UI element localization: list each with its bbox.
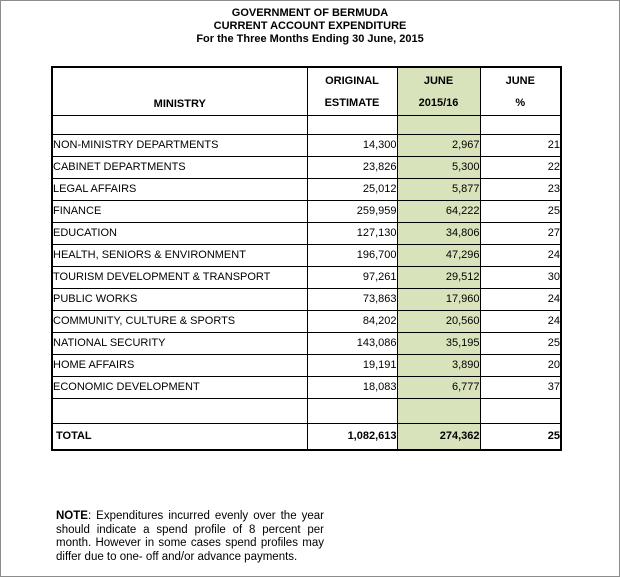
total-row: [52, 423, 561, 450]
table-row: [52, 332, 561, 354]
june-percent-cell: 25: [480, 332, 561, 354]
spacer-cell: [52, 115, 307, 134]
spacer-cell: [480, 115, 561, 134]
table-row: [52, 266, 561, 288]
spacer-row-bottom: [52, 398, 561, 423]
ministry-cell: LEGAL AFFAIRS: [52, 178, 307, 200]
table-row: [52, 134, 561, 156]
june-percent-cell: 25: [480, 200, 561, 222]
june-percent-cell: 27: [480, 222, 561, 244]
original-estimate-cell: 259,959: [307, 200, 397, 222]
document-title: [1, 7, 619, 46]
original-estimate-cell: 196,700: [307, 244, 397, 266]
original-estimate-cell: 23,826: [307, 156, 397, 178]
spacer-cell: [397, 398, 480, 423]
table-row: [52, 222, 561, 244]
col-header-ministry-label: MINISTRY: [153, 97, 206, 110]
total-june-percent-cell: 25: [480, 423, 561, 450]
spacer-cell: [307, 398, 397, 423]
original-estimate-cell: 84,202: [307, 310, 397, 332]
ministry-cell: NATIONAL SECURITY: [52, 332, 307, 354]
original-estimate-cell: 127,130: [307, 222, 397, 244]
ministry-cell: FINANCE: [52, 200, 307, 222]
title-line-report-name: CURRENT ACCOUNT EXPENDITURE: [213, 20, 407, 32]
title-line-period: For the Three Months Ending 30 June, 2015: [196, 33, 424, 45]
col-header-june-percent: JUNE %: [480, 67, 561, 115]
original-estimate-cell: 143,086: [307, 332, 397, 354]
original-estimate-cell: 14,300: [307, 134, 397, 156]
ministry-cell: TOURISM DEVELOPMENT & TRANSPORT: [52, 266, 307, 288]
ministry-cell: ECONOMIC DEVELOPMENT: [52, 376, 307, 398]
original-estimate-cell: 25,012: [307, 178, 397, 200]
original-estimate-cell: 19,191: [307, 354, 397, 376]
col-header-original-estimate: ORIGINAL ESTIMATE: [307, 67, 397, 115]
title-line-government: GOVERNMENT OF BERMUDA: [231, 7, 389, 19]
footnote: [56, 510, 324, 564]
header-row: [52, 67, 561, 115]
june-actual-cell: 6,777: [397, 376, 480, 398]
expenditure-table-container: [51, 66, 562, 451]
ministry-cell: NON-MINISTRY DEPARTMENTS: [52, 134, 307, 156]
june-actual-cell: 47,296: [397, 244, 480, 266]
june-actual-cell: 5,877: [397, 178, 480, 200]
total-original-estimate-cell: 1,082,613: [307, 423, 397, 450]
total-label-cell: TOTAL: [52, 423, 307, 450]
original-estimate-cell: 73,863: [307, 288, 397, 310]
june-actual-cell: 64,222: [397, 200, 480, 222]
june-actual-cell: 35,195: [397, 332, 480, 354]
footnote-label: NOTE: [56, 510, 88, 522]
june-percent-cell: 24: [480, 244, 561, 266]
june-actual-cell: 17,960: [397, 288, 480, 310]
june-actual-cell: 20,560: [397, 310, 480, 332]
table-row: [52, 288, 561, 310]
june-percent-cell: 30: [480, 266, 561, 288]
table-row: [52, 354, 561, 376]
june-percent-cell: 24: [480, 310, 561, 332]
spacer-cell: [52, 398, 307, 423]
original-estimate-cell: 18,083: [307, 376, 397, 398]
col-header-ministry: [52, 67, 307, 115]
june-percent-cell: 20: [480, 354, 561, 376]
ministry-cell: PUBLIC WORKS: [52, 288, 307, 310]
table-row: [52, 376, 561, 398]
june-actual-cell: 29,512: [397, 266, 480, 288]
june-percent-cell: 37: [480, 376, 561, 398]
june-actual-cell: 3,890: [397, 354, 480, 376]
ministry-cell: EDUCATION: [52, 222, 307, 244]
table-row: [52, 156, 561, 178]
spacer-cell: [397, 115, 480, 134]
ministry-cell: CABINET DEPARTMENTS: [52, 156, 307, 178]
june-percent-cell: 22: [480, 156, 561, 178]
expenditure-table: [51, 66, 562, 451]
june-actual-cell: 34,806: [397, 222, 480, 244]
june-actual-cell: 5,300: [397, 156, 480, 178]
footnote-text: : Expenditures incurred evenly over the year should indicate a spend profile of 8 percent per month. However in some cases spend profiles may differ due to one- off and/or advance payments.: [56, 510, 324, 563]
ministry-cell: HOME AFFAIRS: [52, 354, 307, 376]
ministry-cell: COMMUNITY, CULTURE & SPORTS: [52, 310, 307, 332]
spacer-cell: [480, 398, 561, 423]
june-percent-cell: 24: [480, 288, 561, 310]
table-row: [52, 244, 561, 266]
june-actual-cell: 2,967: [397, 134, 480, 156]
june-percent-cell: 21: [480, 134, 561, 156]
table-row: [52, 178, 561, 200]
original-estimate-cell: 97,261: [307, 266, 397, 288]
june-percent-cell: 23: [480, 178, 561, 200]
spacer-row-top: [52, 115, 561, 134]
ministry-cell: HEALTH, SENIORS & ENVIRONMENT: [52, 244, 307, 266]
total-june-actual-cell: 274,362: [397, 423, 480, 450]
table-row: [52, 310, 561, 332]
spacer-cell: [307, 115, 397, 134]
table-row: [52, 200, 561, 222]
col-header-june-actual: JUNE 2015/16: [397, 67, 480, 115]
